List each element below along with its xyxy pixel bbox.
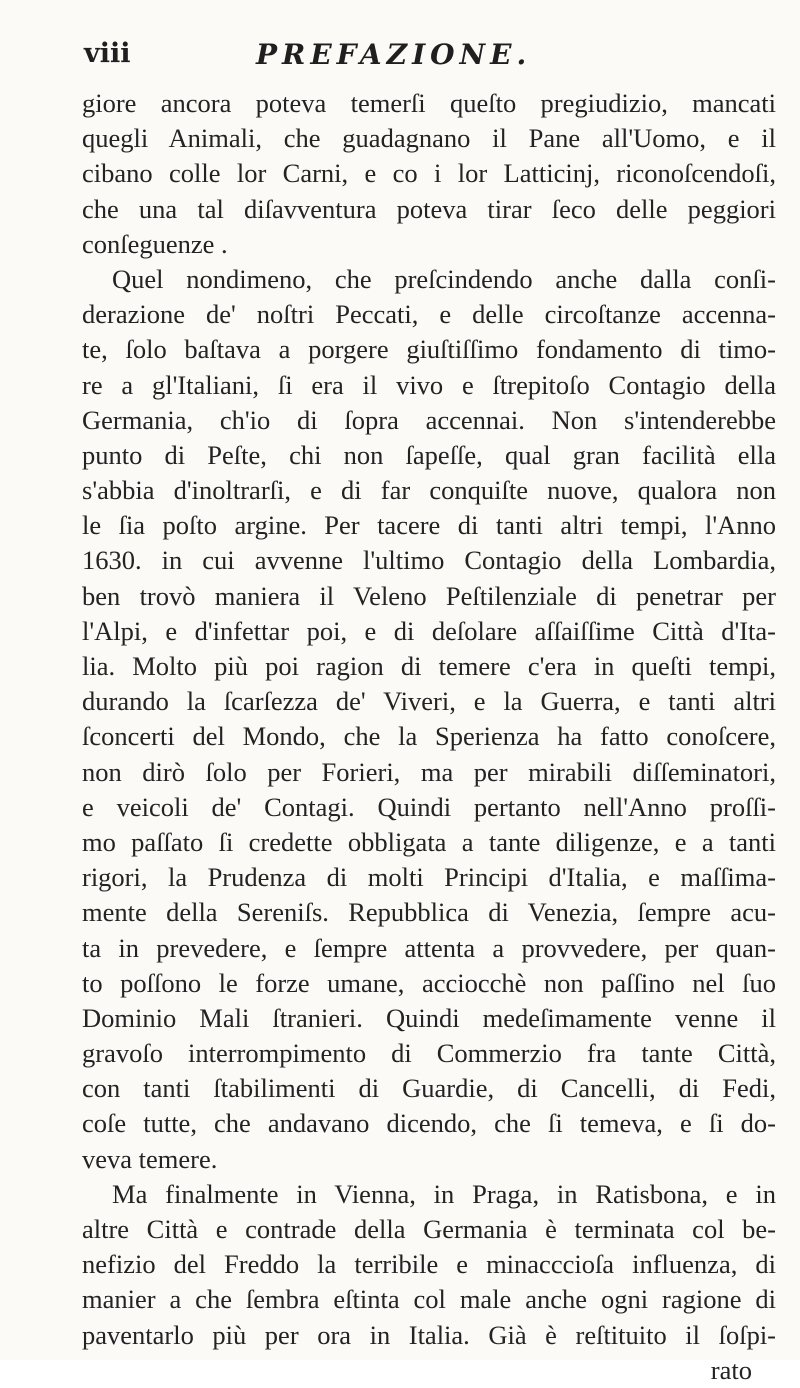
text-line: le ſia poſto argine. Per tacere di tanti altri tempi, l'Anno xyxy=(82,510,776,541)
text-line: veva temere. xyxy=(82,1143,218,1174)
text-line: ta in prevedere, e ſempre attenta a provvedere, per quan- xyxy=(82,932,776,963)
text-line: nefizio del Freddo la terribile e minacccioſa influenza, di xyxy=(82,1249,776,1280)
running-title: PREFAZIONE. xyxy=(256,38,532,71)
text-line: Germania, ch'io di ſopra accennai. Non s'intenderebbe xyxy=(82,404,776,435)
text-line: gravoſo interrompimento di Commerzio fra tante Città, xyxy=(82,1038,776,1069)
text-line: Dominio Mali ſtranieri. Quindi medeſimamente venne il xyxy=(82,1002,776,1033)
text-line: l'Alpi, e d'infettar poi, e di deſolare aſſaiſſime Città d'Ita- xyxy=(82,615,776,646)
text-line: conſeguenze . xyxy=(82,228,228,259)
text-line: mente della Sereniſs. Repubblica di Venezia, ſempre acu- xyxy=(82,897,776,928)
text-line: s'abbia d'inoltrarſi, e di far conquiſte nuove, qualora non xyxy=(82,475,776,506)
catchword-row xyxy=(82,1353,776,1388)
body-text xyxy=(82,86,776,1388)
text-line: non dirò ſolo per Forieri, ma per mirabili diſſeminatori, xyxy=(82,756,776,787)
page-number: viii xyxy=(84,38,131,69)
text-line: re a gl'Italiani, ſi era il vivo e ſtrepitoſo Contagio della xyxy=(82,369,776,400)
text-line: 1630. in cui avvenne l'ultimo Contagio della Lombardia, xyxy=(82,545,776,576)
text-line: ben trovò maniera il Veleno Peſtilenziale di penetrar per xyxy=(82,580,776,611)
text-line: giore ancora poteva temerſi queſto pregiudizio, mancati xyxy=(82,88,776,118)
text-line: te, ſolo baſtava a porgere giuſtiſſimo fondamento di timo- xyxy=(82,334,776,365)
text-line: rigori, la Prudenza di molti Principi d'Italia, e maſſima- xyxy=(82,862,776,893)
text-line: Ma finalmente in Vienna, in Praga, in Ratisbona, e in xyxy=(112,1178,776,1209)
text-line: ſconcerti del Mondo, che la Sperienza ha fatto conoſcere, xyxy=(82,721,776,752)
text-line: to poſſono le forze umane, acciocchè non paſſino nel ſuo xyxy=(82,967,776,998)
catchword: rato xyxy=(710,1354,752,1385)
text-line: che una tal diſavventura poteva tirar ſeco delle peggiori xyxy=(82,193,776,224)
text-line: punto di Peſte, chi non ſapeſſe, qual gran facilità ella xyxy=(82,439,776,470)
page-header xyxy=(84,38,774,78)
text-line: durando la ſcarſezza de' Viveri, e la Guerra, e tanti altri xyxy=(82,686,776,717)
text-line: quegli Animali, che guadagnano il Pane all'Uomo, e il xyxy=(82,123,776,154)
text-line: altre Città e contrade della Germania è terminata col be- xyxy=(82,1214,776,1244)
text-line: lia. Molto più poi ragion di temere c'era in queſti tempi, xyxy=(82,651,776,681)
text-line: cibano colle lor Carni, e co i lor Latticinj, riconoſcendoſi, xyxy=(82,158,776,189)
text-line: con tanti ſtabilimenti di Guardie, di Cancelli, di Fedi, xyxy=(82,1073,776,1104)
text-line: mo paſſato ſi credette obbligata a tante diligenze, e a tanti xyxy=(82,826,776,857)
text-line: paventarlo più per ora in Italia. Già è reſtituito il ſoſpi- xyxy=(82,1319,776,1350)
text-line: manier a che ſembra eſtinta col male anche ogni ragione di xyxy=(82,1284,776,1315)
text-line: coſe tutte, che andavano dicendo, che ſi temeva, e ſi do- xyxy=(82,1108,776,1139)
text-line: e veicoli de' Contagi. Quindi pertanto nell'Anno proſſi- xyxy=(82,791,776,822)
text-line: derazione de' noſtri Peccati, e delle circoſtanze accenna- xyxy=(82,299,776,330)
text-line: Quel nondimeno, che preſcindendo anche dalla conſi- xyxy=(112,263,776,294)
